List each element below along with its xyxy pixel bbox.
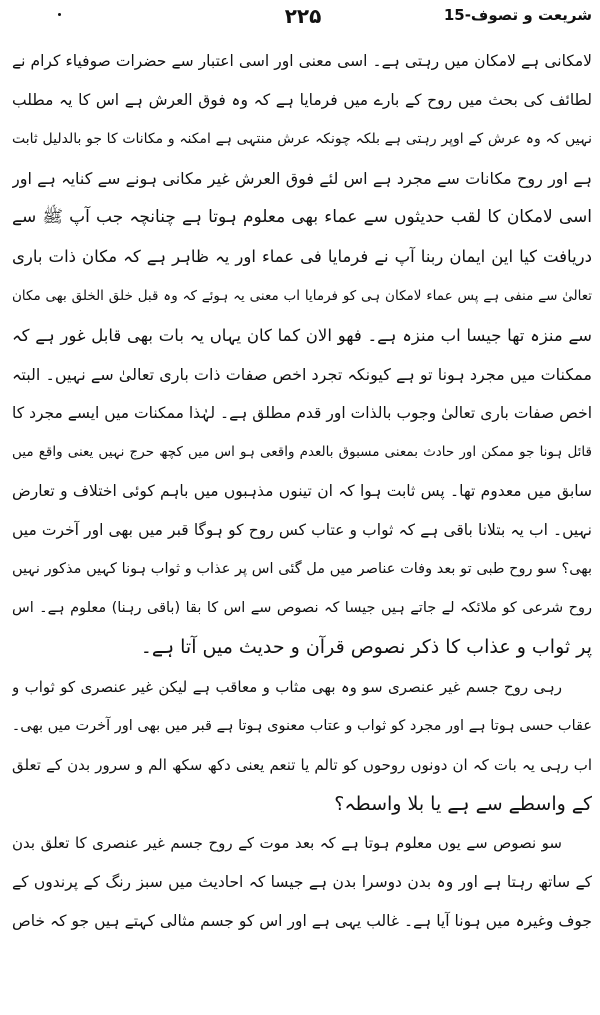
text-line: عقاب حسی ہوتا ہے اور مجرد کو ثواب و عتاب معنوی ہوتا ہے قبر میں بھی اور آخرت میں بھی۔ <box>12 717 592 734</box>
text-line: لامکانی ہے لامکان میں رہتی ہے۔ اسی معنی اور اسی اعتبار سے حضرات صوفیاء کرام نے <box>12 52 592 70</box>
text-line: سو نصوص سے یوں معلوم ہوتا ہے کہ بعد موت کے روح جسم غیر عنصری کا تعلق بدن <box>12 833 562 852</box>
text-line: سے منزہ تھا جیسا اب منزہ ہے۔ فھو الان کما کان یہاں یہ بات بھی قابل غور ہے کہ <box>12 325 592 345</box>
text-line: اسی لامکان کا لقب حدیثوں سے عماء بھی معلوم ہوتا ہے چنانچہ جب آپ ﷺ سے <box>12 207 592 228</box>
text-line: نہیں۔ اب یہ بتلانا باقی ہے کہ ثواب و عتاب کس روح کو ہوگا قبر میں بھی اور آخرت میں <box>12 521 592 540</box>
page-number: ۲۲۵ <box>284 4 322 28</box>
text-line: کے واسطے سے ہے یا بلا واسطہ؟ <box>334 792 592 815</box>
text-line: اب رہی یہ بات کہ ان دونوں روحوں کو تالم یا تنعم یعنی دکھ سکھ الم و سرور بدن کے تعلق <box>12 755 592 774</box>
page-header <box>0 0 600 36</box>
text-line: ہے اور روح مکانات سے مجرد ہے اس لئے فوق العرش غیر مکانی ہونے سے کنایہ ہے اور <box>12 169 592 189</box>
text-line: رہی روح جسم غیر عنصری سو وہ بھی مثاب و معاقب ہے لیکن غیر عنصری کو ثواب و <box>12 677 562 696</box>
text-line: نہیں کہ وہ عرش کے اوپر رہتی ہے بلکہ چونکہ عرش منتہی ہے امکنہ و مکانات کا جو بالدلیل ثابت <box>12 131 592 148</box>
text-line: دریافت کیا این ایمان ربنا آپ نے فرمایا فی عماء اور یہ ظاہر ہے کہ مکان ذات باری <box>12 247 592 267</box>
header-dot <box>58 13 61 16</box>
text-line: اخص صفات باری تعالیٰ وجوب بالذات اور قدم مطلق ہے۔ لہٰذا ممکنات میں ایسے مجرد کا <box>12 403 592 422</box>
text-line: سابق میں معدوم تھا۔ پس ثابت ہوا کہ ان تینوں مذہبوں میں باہم کوئی اختلاف و تعارض <box>12 482 592 501</box>
text-line: روح شرعی کو ملائکہ لے جاتے ہیں جیسا کہ نصوص سے اس کا بقا (باقی رہنا) معلوم ہے۔ اس <box>12 600 592 617</box>
text-line: تعالیٰ سے منفی ہے پس عماء لامکان ہی کو فرمایا اب معنی یہ ہوئے کہ وہ قبل خلق الخلق بھی مکان <box>12 287 592 304</box>
body-text <box>12 42 592 941</box>
text-line: بھی؟ سو روح طبی تو بعد وفات عناصر میں مل گئی اس پر عذاب و ثواب ہونا کہیں مذکور نہیں <box>12 561 592 578</box>
text-line: کے ساتھ رہتا ہے اور وہ بدن دوسرا بدن ہے جیسا کہ احادیث میں سبز رنگ کے پرندوں کے <box>12 872 592 891</box>
running-title: شریعت و تصوف-15 <box>443 6 592 24</box>
text-line: جوف وغیرہ میں ہونا آیا ہے۔ غالب یہی ہے اور اس کو جسم مثالی کہتے ہیں جو کہ خاص <box>12 912 592 931</box>
text-line: پر ثواب و عذاب کا ذکر نصوص قرآن و حدیث میں آتا ہے۔ <box>140 636 592 659</box>
text-line: ممکنات میں مجرد ہونا تو ہے کیونکہ تجرد اخص صفات ذات باری تعالیٰ سے نہیں۔ البتہ <box>12 364 592 384</box>
text-line: قائل ہونا جو ممکن اور حادث بمعنی مسبوق بالعدم واقعی ہو اس میں کچھ حرج نہیں یعنی واقع میں <box>12 443 592 460</box>
text-line: لطائف کی بحث میں روح کے بارے میں فرمایا ہے کہ وہ فوق العرش ہے اس کا یہ مطلب <box>12 91 592 110</box>
